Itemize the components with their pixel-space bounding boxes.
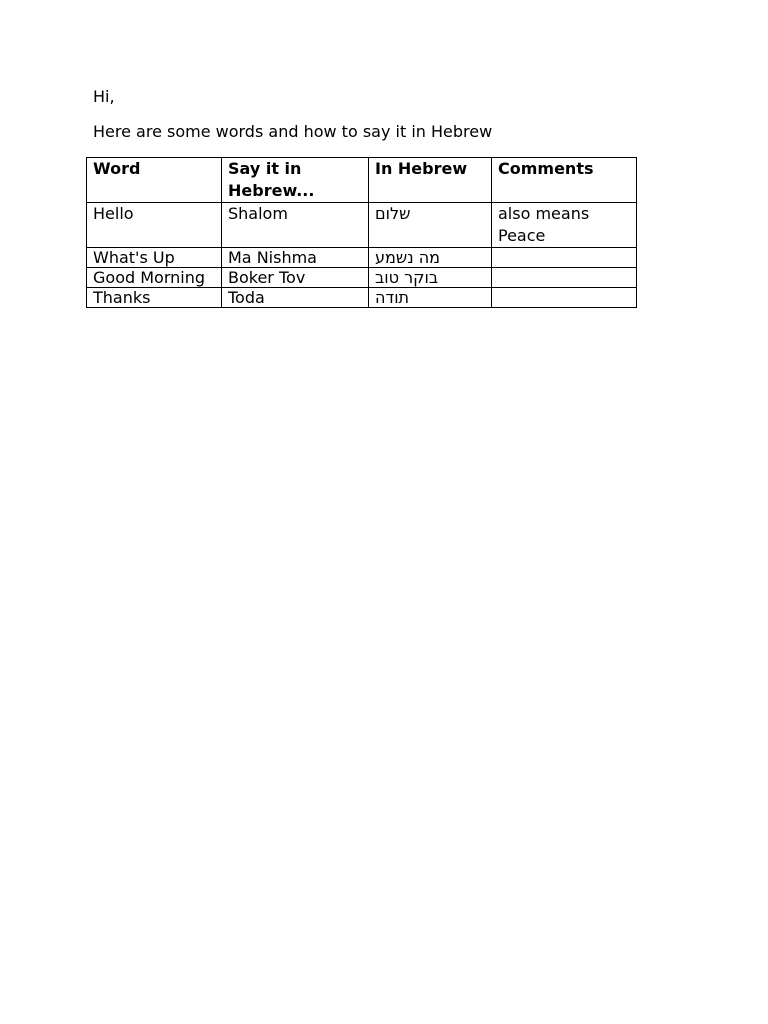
cell-word: Thanks xyxy=(87,288,222,308)
header-word: Word xyxy=(87,158,222,203)
cell-word: Hello xyxy=(87,203,222,248)
header-say-it: Say it in Hebrew... xyxy=(222,158,369,203)
cell-hebrew: בוקר טוב xyxy=(369,268,492,288)
intro-text: Here are some words and how to say it in Hebrew xyxy=(93,122,493,141)
cell-word: Good Morning xyxy=(87,268,222,288)
table-row xyxy=(87,268,637,288)
cell-comments: also means Peace xyxy=(492,203,637,248)
cell-hebrew: מה נשמע xyxy=(369,248,492,268)
table-row xyxy=(87,288,637,308)
greeting-text: Hi, xyxy=(93,87,115,106)
cell-hebrew: תודה xyxy=(369,288,492,308)
cell-hebrew: שלום xyxy=(369,203,492,248)
header-in-hebrew: In Hebrew xyxy=(369,158,492,203)
table-row xyxy=(87,203,637,248)
table-header-row xyxy=(87,158,637,203)
cell-comments xyxy=(492,268,637,288)
cell-comments xyxy=(492,288,637,308)
table-row xyxy=(87,248,637,268)
cell-say: Shalom xyxy=(222,203,369,248)
header-comments: Comments xyxy=(492,158,637,203)
hebrew-words-table xyxy=(86,157,637,308)
cell-say: Ma Nishma xyxy=(222,248,369,268)
cell-word: What's Up xyxy=(87,248,222,268)
cell-say: Toda xyxy=(222,288,369,308)
cell-say: Boker Tov xyxy=(222,268,369,288)
cell-comments xyxy=(492,248,637,268)
